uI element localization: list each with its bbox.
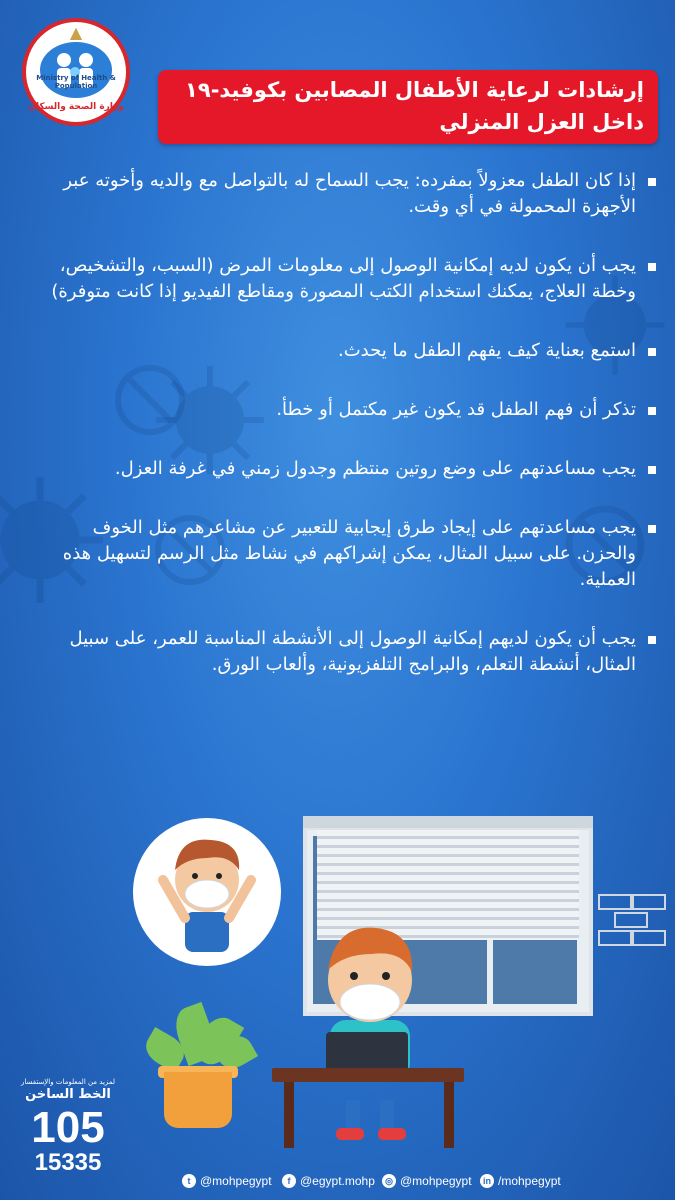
list-item: [30, 626, 658, 678]
list-item-text: يجب أن يكون لديه إمكانية الوصول إلى معلومات المرض (السبب، والتشخيص، وخطة العلاج، يمكنك استخدام الكتب المصورة ومقاطع الفيديو إذا كانت متوفرة): [51, 255, 636, 302]
logo-arabic-text: وزارة الصحة والسكان: [28, 102, 124, 112]
list-item: [30, 515, 658, 593]
list-item-text: يجب مساعدتهم على إيجاد طرق إيجابية للتعبير عن مشاعرهم مثل الخوف والحزن. على سبيل المثال، يمكن إشراكهم في نشاط مثل الرسم لتسهيل هذه العملية.: [62, 517, 636, 590]
twitter-link[interactable]: [182, 1174, 272, 1188]
title-line-2: داخل العزل المنزلي: [439, 110, 644, 134]
twitter-icon: t: [182, 1174, 196, 1188]
list-item-text: استمع بعناية كيف يفهم الطفل ما يحدث.: [338, 340, 636, 361]
list-item: [30, 338, 658, 364]
ministry-logo: [22, 18, 130, 126]
instagram-icon: ◎: [382, 1174, 396, 1188]
linkedin-handle: /mohpegypt: [498, 1174, 561, 1188]
list-item: [30, 168, 658, 220]
social-footer: [0, 1164, 675, 1200]
hotline-number-primary: 105: [31, 1103, 105, 1152]
facebook-handle: @egypt.mohp: [300, 1174, 375, 1188]
guidelines-list: [30, 168, 658, 711]
brick-icon: [632, 930, 666, 946]
list-item-text: يجب مساعدتهم على وضع روتين منتظم وجدول زمني في غرفة العزل.: [114, 458, 636, 479]
desk-leg: [444, 1082, 454, 1148]
linkedin-link[interactable]: [480, 1174, 561, 1188]
title-banner: [158, 70, 658, 144]
list-item-text: إذا كان الطفل معزولاً بمفرده: يجب السماح له بالتواصل مع والديه وأخوته عبر الأجهزة المحمولة في أي وقت.: [63, 170, 636, 217]
boy-at-desk-illustration: [300, 910, 440, 1150]
plant-pot-icon: [164, 1072, 232, 1128]
facebook-icon: f: [282, 1174, 296, 1188]
brick-icon: [632, 894, 666, 910]
hotline-block: [14, 1078, 122, 1176]
bullet-icon: [648, 636, 656, 644]
twitter-handle: @mohpegypt: [200, 1174, 272, 1188]
bullet-icon: [648, 263, 656, 271]
desk-illustration: [272, 1068, 464, 1082]
list-item: [30, 253, 658, 305]
bullet-icon: [648, 407, 656, 415]
instagram-handle: @mohpegypt: [400, 1174, 472, 1188]
logo-english-text: Ministry of Health & Population: [36, 74, 116, 90]
hotline-info-text: لمزيد من المعلومات والإستفسار: [21, 1078, 115, 1086]
brick-icon: [614, 912, 648, 928]
list-item: [30, 397, 658, 423]
title-line-1: إرشادات لرعاية الأطفال المصابين بكوفيد-١٩: [185, 78, 644, 102]
facebook-link[interactable]: [282, 1174, 375, 1188]
linkedin-icon: in: [480, 1174, 494, 1188]
eagle-icon: ▲: [69, 23, 83, 42]
list-item-text: يجب أن يكون لديهم إمكانية الوصول إلى الأنشطة المناسبة للعمر، على سبيل المثال، أنشطة التعلم، والبرامج التلفزيونية، وألعاب الورق.: [69, 628, 636, 675]
hotline-label: الخط الساخن: [25, 1087, 111, 1102]
hotline-number-secondary: 15335: [34, 1149, 102, 1176]
bullet-icon: [648, 525, 656, 533]
brick-icon: [598, 894, 632, 910]
brick-icon: [598, 930, 632, 946]
bullet-icon: [648, 466, 656, 474]
bullet-icon: [648, 178, 656, 186]
boy-with-mask-illustration: [133, 818, 281, 966]
desk-leg: [284, 1082, 294, 1148]
list-item-text: تذكر أن فهم الطفل قد يكون غير مكتمل أو خطأ.: [276, 399, 636, 420]
list-item: [30, 456, 658, 482]
instagram-link[interactable]: [382, 1174, 472, 1188]
bullet-icon: [648, 348, 656, 356]
